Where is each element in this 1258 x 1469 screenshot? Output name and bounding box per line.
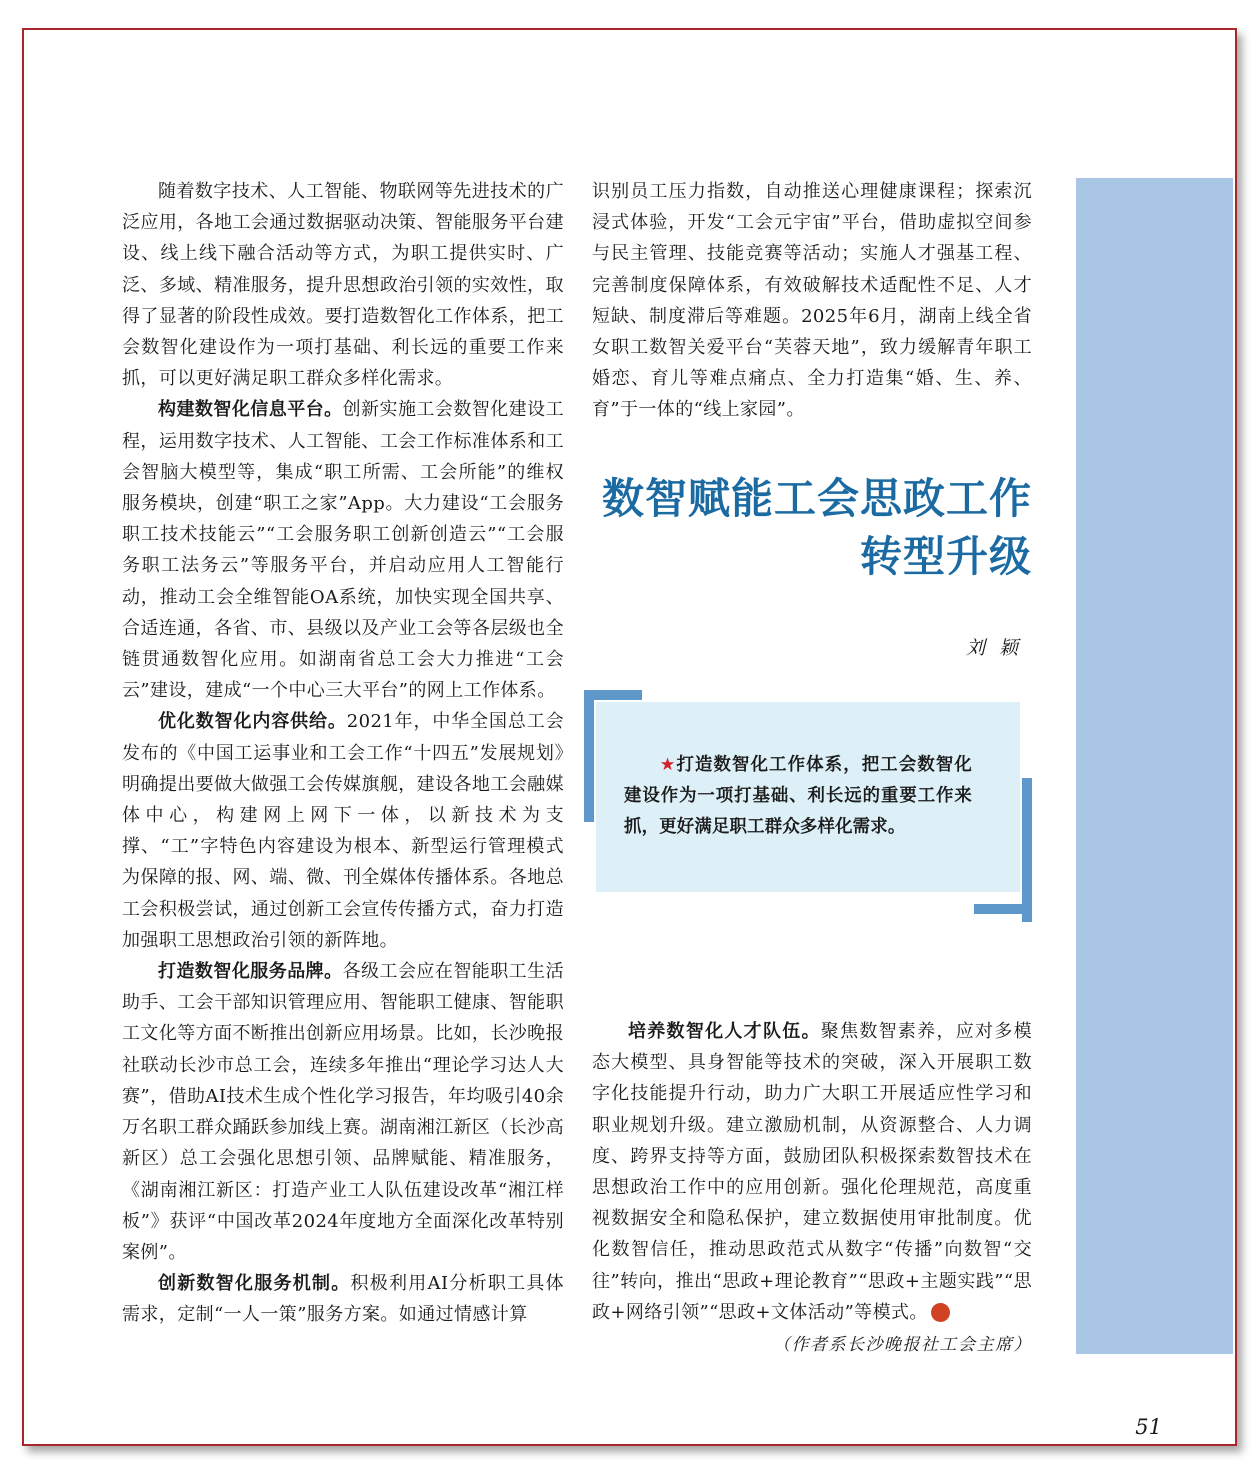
page-number: 51: [1135, 1415, 1162, 1439]
paragraph-text: 积极利用AI分析职工具体需求，定制“一人一策”服务方案。如通过情感计算: [122, 1273, 564, 1326]
paragraph-info-platform: [122, 394, 564, 706]
pull-quote-body: 打造数智化工作体系，把工会数智化建设作为一项打基础、利长远的重要工作来抓，更好满足职工群众多样化需求。: [624, 755, 972, 837]
paragraph-continued: 识别员工压力指数，自动推送心理健康课程；探索沉浸式体验，开发“工会元宇宙”平台，借助虚拟空间参与民主管理、技能竞赛等活动；实施人才强基工程、完善制度保障体系，有效破解技术适配性不足、人才短缺、制度滞后等难题。2025年6月，湖南上线全省女职工数智关爱平台“芙蓉天地”，致力缓解青年职工婚恋、育儿等难点痛点、全力打造集“婚、生、养、育”于一体的“线上家园”。: [592, 181, 1032, 421]
paragraph-intro: 随着数字技术、人工智能、物联网等先进技术的广泛应用，各地工会通过数据驱动决策、智能服务平台建设、线上线下融合活动等方式，为职工提供实时、广泛、多域、精准服务，提升思想政治引领的实效性，取得了显著的阶段性成效。要打造数智化工作体系，把工会数智化建设作为一项打基础、利长远的重要工作来抓，可以更好满足职工群众多样化需求。: [122, 181, 564, 390]
star-icon: ★: [658, 755, 677, 775]
lead-heading: 创新数智化服务机制。: [158, 1273, 351, 1295]
right-column-top: [592, 176, 1032, 426]
quote-corner-decoration: [974, 904, 1032, 914]
author-note: （作者系长沙晚报社工会主席）: [773, 1335, 1032, 1355]
left-column: [122, 176, 564, 1331]
paragraph-text: 创新实施工会数智化建设工程，运用数字技术、人工智能、工会工作标准体系和工会智脑大模型等，集成“职工所需、工会所能”的维权服务模块，创建“职工之家”App。大力建设“工会服务职工技术技能云”“工会服务职工创新创造云”“工会服务职工法务云”等服务平台，并启动应用人工智能行动，推动工会全维智能OA系统，加快实现全国共享、合适连通，各省、市、县级以及产业工会等各层级也全链贯通数智化应用。如湖南省总工会大力推进“工会云”建设，建成“一个中心三大平台”的网上工作体系。: [122, 399, 564, 702]
paragraph-text: 聚焦数智素养，应对多模态大模型、具身智能等技术的突破，深入开展职工数字化技能提升行动，助力广大职工开展适应性学习和职业规划升级。建立激励机制，从资源整合、人力调度、跨界支持等方面，鼓励团队积极探索数智技术在思想政治工作中的应用创新。强化伦理规范，高度重视数据安全和隐私保护，建立数据使用审批制度。优化数智信任，推动思政范式从数字“传播”向数智“交往”转向，推出“思政+理论教育”“思政+主题实践”“思政+网络引领”“思政+文体活动”等模式。: [592, 1021, 1032, 1323]
paragraph-talent: [592, 1016, 1032, 1328]
title-line-2: 转型升级: [859, 532, 1032, 581]
quote-corner-decoration: [584, 690, 594, 822]
quote-corner-decoration: [1022, 778, 1032, 922]
article-title: [560, 470, 1032, 586]
right-column-bottom: [592, 1016, 1032, 1328]
paragraph-text: 2021年，中华全国总工会发布的《中国工运事业和工会工作“十四五”发展规划》明确提出要做大做强工会传媒旗舰，建设各地工会融媒体中心，构建网上网下一体，以新技术为支撑、“工”字特色内容建设为根本、新型运行管理模式为保障的报、网、端、微、刊全媒体传播体系。各地总工会积极尝试，通过创新工会宣传传播方式，奋力打造加强职工思想政治引领的新阵地。: [122, 711, 564, 951]
paragraph-content-supply: [122, 706, 564, 956]
lead-heading: 构建数智化信息平台。: [158, 399, 343, 421]
paragraph-text: 各级工会应在智能职工生活助手、工会干部知识管理应用、智能职工健康、智能职工文化等方面不断推出创新应用场景。比如，长沙晚报社联动长沙市总工会，连续多年推出“理论学习达人大赛”，借助AI技术生成个性化学习报告，年均吸引40余万名职工群众踊跃参加线上赛。湖南湘江新区（长沙高新区）总工会强化思想引领、品牌赋能、精准服务，《湖南湘江新区：打造产业工人队伍建设改革“湘江样板”》获评“中国改革2024年度地方全面深化改革特别案例”。: [122, 961, 564, 1263]
pull-quote: [584, 690, 1032, 914]
lead-heading: 培养数智化人才队伍。: [628, 1021, 821, 1042]
paragraph-service-mechanism: [122, 1268, 564, 1330]
pull-quote-text: [624, 750, 972, 843]
title-line-1: 数智赋能工会思政工作: [601, 474, 1032, 523]
side-color-bar: [1076, 178, 1233, 1354]
paragraph-service-brand: [122, 956, 564, 1268]
article-end-icon: 工: [931, 1303, 950, 1322]
lead-heading: 优化数智化内容供给。: [158, 711, 347, 733]
lead-heading: 打造数智化服务品牌。: [158, 961, 343, 983]
author-name: 刘颖: [965, 637, 1032, 659]
